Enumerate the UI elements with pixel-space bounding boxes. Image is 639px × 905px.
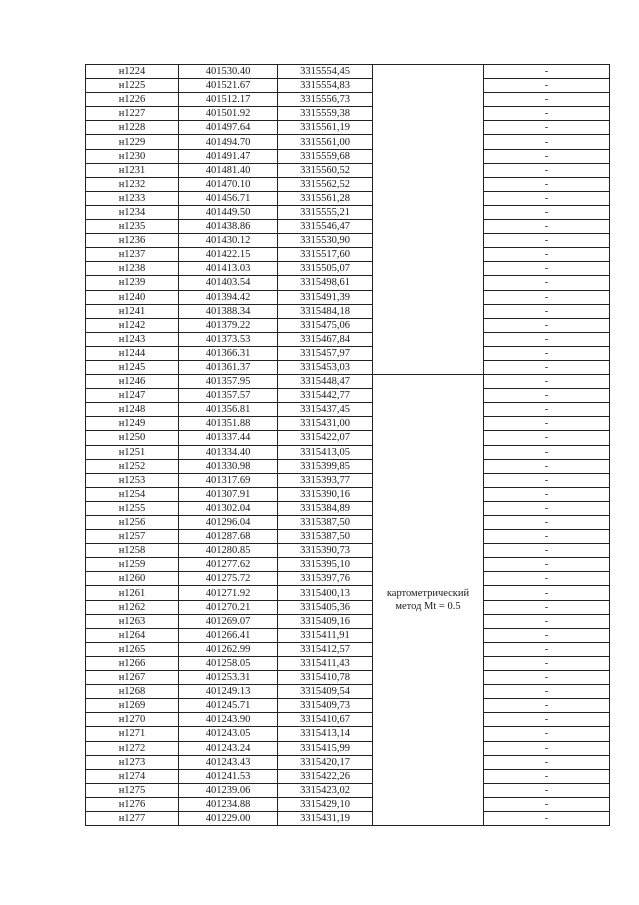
y-coordinate-cell: 3315411,43 [278,656,373,670]
description-cell: - [484,107,610,121]
y-coordinate-cell: 3315457,97 [278,346,373,360]
x-coordinate-cell: 401277.62 [179,558,278,572]
description-cell: - [484,332,610,346]
point-id-cell: н1227 [86,107,179,121]
point-id-cell: н1258 [86,544,179,558]
y-coordinate-cell: 3315554,83 [278,79,373,93]
point-id-cell: н1248 [86,403,179,417]
description-cell: - [484,360,610,374]
x-coordinate-cell: 401245.71 [179,699,278,713]
description-cell: - [484,262,610,276]
description-cell: - [484,516,610,530]
table-row [86,318,610,332]
table-row [86,501,610,515]
y-coordinate-cell: 3315437,45 [278,403,373,417]
table-row [86,783,610,797]
point-id-cell: н1232 [86,177,179,191]
x-coordinate-cell: 401317.69 [179,473,278,487]
description-cell: - [484,727,610,741]
x-coordinate-cell: 401357.57 [179,389,278,403]
description-cell: - [484,65,610,79]
point-id-cell: н1277 [86,811,179,825]
description-cell: - [484,177,610,191]
y-coordinate-cell: 3315484,18 [278,304,373,318]
table-row [86,797,610,811]
point-id-cell: н1247 [86,389,179,403]
point-id-cell: н1244 [86,346,179,360]
point-id-cell: н1240 [86,290,179,304]
x-coordinate-cell: 401481.40 [179,163,278,177]
x-coordinate-cell: 401357.95 [179,375,278,389]
table-row [86,121,610,135]
x-coordinate-cell: 401388.34 [179,304,278,318]
description-cell: - [484,459,610,473]
table-row [86,600,610,614]
description-cell: - [484,530,610,544]
description-cell: - [484,600,610,614]
description-cell: - [484,685,610,699]
point-id-cell: н1261 [86,586,179,600]
table-row [86,290,610,304]
point-id-cell: н1276 [86,797,179,811]
description-cell: - [484,417,610,431]
method-text-line2: метод Mt = 0.5 [395,601,461,613]
x-coordinate-cell: 401243.90 [179,713,278,727]
table-row [86,487,610,501]
point-id-cell: н1235 [86,220,179,234]
y-coordinate-cell: 3315431,19 [278,811,373,825]
x-coordinate-cell: 401307.91 [179,487,278,501]
table-row [86,572,610,586]
table-row [86,205,610,219]
y-coordinate-cell: 3315413,14 [278,727,373,741]
y-coordinate-cell: 3315410,78 [278,671,373,685]
y-coordinate-cell: 3315413,05 [278,445,373,459]
description-cell: - [484,769,610,783]
table-row [86,332,610,346]
point-id-cell: н1256 [86,516,179,530]
x-coordinate-cell: 401366.31 [179,346,278,360]
point-id-cell: н1274 [86,769,179,783]
x-coordinate-cell: 401258.05 [179,656,278,670]
description-cell: - [484,431,610,445]
x-coordinate-cell: 401449.50 [179,205,278,219]
table-row [86,811,610,825]
point-id-cell: н1226 [86,93,179,107]
x-coordinate-cell: 401456.71 [179,191,278,205]
description-cell: - [484,276,610,290]
y-coordinate-cell: 3315410,67 [278,713,373,727]
x-coordinate-cell: 401521.67 [179,79,278,93]
point-id-cell: н1250 [86,431,179,445]
table-row [86,685,610,699]
y-coordinate-cell: 3315505,07 [278,262,373,276]
table-row [86,248,610,262]
table-row [86,516,610,530]
description-cell: - [484,135,610,149]
point-id-cell: н1230 [86,149,179,163]
point-id-cell: н1225 [86,79,179,93]
point-id-cell: н1246 [86,375,179,389]
table-row [86,699,610,713]
x-coordinate-cell: 401430.12 [179,234,278,248]
table-row [86,727,610,741]
table-row [86,163,610,177]
table-row [86,459,610,473]
description-cell: - [484,234,610,248]
y-coordinate-cell: 3315412,57 [278,642,373,656]
x-coordinate-cell: 401497.64 [179,121,278,135]
description-cell: - [484,375,610,389]
point-id-cell: н1245 [86,360,179,374]
table-row [86,614,610,628]
description-cell: - [484,699,610,713]
point-id-cell: н1263 [86,614,179,628]
table-row [86,360,610,374]
table-row [86,713,610,727]
y-coordinate-cell: 3315559,38 [278,107,373,121]
y-coordinate-cell: 3315387,50 [278,516,373,530]
y-coordinate-cell: 3315409,16 [278,614,373,628]
description-cell: - [484,487,610,501]
x-coordinate-cell: 401512.17 [179,93,278,107]
table-row [86,530,610,544]
description-cell: - [484,755,610,769]
x-coordinate-cell: 401422.15 [179,248,278,262]
y-coordinate-cell: 3315422,07 [278,431,373,445]
y-coordinate-cell: 3315409,54 [278,685,373,699]
table-row [86,375,610,389]
description-cell: - [484,501,610,515]
description-cell: - [484,290,610,304]
x-coordinate-cell: 401243.43 [179,755,278,769]
x-coordinate-cell: 401270.21 [179,600,278,614]
y-coordinate-cell: 3315530,90 [278,234,373,248]
y-coordinate-cell: 3315411,91 [278,628,373,642]
x-coordinate-cell: 401271.92 [179,586,278,600]
y-coordinate-cell: 3315546,47 [278,220,373,234]
point-id-cell: н1241 [86,304,179,318]
table-row [86,276,610,290]
x-coordinate-cell: 401334.40 [179,445,278,459]
description-cell: - [484,642,610,656]
description-cell: - [484,544,610,558]
x-coordinate-cell: 401243.24 [179,741,278,755]
point-id-cell: н1267 [86,671,179,685]
table-row [86,671,610,685]
y-coordinate-cell: 3315561,28 [278,191,373,205]
x-coordinate-cell: 401302.04 [179,501,278,515]
y-coordinate-cell: 3315561,19 [278,121,373,135]
y-coordinate-cell: 3315559,68 [278,149,373,163]
table-row [86,403,610,417]
description-cell: - [484,713,610,727]
y-coordinate-cell: 3315517,60 [278,248,373,262]
point-id-cell: н1224 [86,65,179,79]
point-id-cell: н1270 [86,713,179,727]
x-coordinate-cell: 401243.05 [179,727,278,741]
x-coordinate-cell: 401394.42 [179,290,278,304]
point-id-cell: н1269 [86,699,179,713]
point-id-cell: н1260 [86,572,179,586]
description-cell: - [484,205,610,219]
coordinates-table [85,64,610,826]
y-coordinate-cell: 3315431,00 [278,417,373,431]
description-cell: - [484,389,610,403]
table-row [86,544,610,558]
table-row [86,149,610,163]
x-coordinate-cell: 401239.06 [179,783,278,797]
table-row [86,769,610,783]
table-row [86,79,610,93]
description-cell: - [484,558,610,572]
point-id-cell: н1262 [86,600,179,614]
description-cell: - [484,586,610,600]
y-coordinate-cell: 3315554,45 [278,65,373,79]
y-coordinate-cell: 3315475,06 [278,318,373,332]
x-coordinate-cell: 401356.81 [179,403,278,417]
table-row [86,220,610,234]
y-coordinate-cell: 3315555,21 [278,205,373,219]
x-coordinate-cell: 401234.88 [179,797,278,811]
point-id-cell: н1259 [86,558,179,572]
x-coordinate-cell: 401351.88 [179,417,278,431]
y-coordinate-cell: 3315387,50 [278,530,373,544]
x-coordinate-cell: 401501.92 [179,107,278,121]
table-row [86,586,610,600]
method-text-line1: картометрический [386,588,470,600]
x-coordinate-cell: 401413.03 [179,262,278,276]
point-id-cell: н1265 [86,642,179,656]
description-cell: - [484,304,610,318]
y-coordinate-cell: 3315409,73 [278,699,373,713]
x-coordinate-cell: 401361.37 [179,360,278,374]
point-id-cell: н1273 [86,755,179,769]
point-id-cell: н1228 [86,121,179,135]
x-coordinate-cell: 401403.54 [179,276,278,290]
description-cell: - [484,671,610,685]
table-row [86,445,610,459]
point-id-cell: н1264 [86,628,179,642]
y-coordinate-cell: 3315442,77 [278,389,373,403]
description-cell: - [484,318,610,332]
y-coordinate-cell: 3315453,03 [278,360,373,374]
description-cell: - [484,79,610,93]
description-cell: - [484,248,610,262]
table-row [86,389,610,403]
table-row [86,473,610,487]
x-coordinate-cell: 401296.04 [179,516,278,530]
point-id-cell: н1243 [86,332,179,346]
y-coordinate-cell: 3315448,47 [278,375,373,389]
y-coordinate-cell: 3315429,10 [278,797,373,811]
point-id-cell: н1251 [86,445,179,459]
point-id-cell: н1239 [86,276,179,290]
method-cell [373,375,484,826]
table-row [86,93,610,107]
description-cell: - [484,220,610,234]
description-cell: - [484,741,610,755]
x-coordinate-cell: 401379.22 [179,318,278,332]
point-id-cell: н1231 [86,163,179,177]
table-row [86,304,610,318]
x-coordinate-cell: 401373.53 [179,332,278,346]
table-row [86,417,610,431]
description-cell: - [484,191,610,205]
description-cell: - [484,473,610,487]
y-coordinate-cell: 3315384,89 [278,501,373,515]
y-coordinate-cell: 3315395,10 [278,558,373,572]
x-coordinate-cell: 401438.86 [179,220,278,234]
description-cell: - [484,783,610,797]
point-id-cell: н1272 [86,741,179,755]
method-cell-upper [373,65,484,375]
point-id-cell: н1233 [86,191,179,205]
x-coordinate-cell: 401337.44 [179,431,278,445]
table-row [86,107,610,121]
table-row [86,628,610,642]
y-coordinate-cell: 3315491,39 [278,290,373,304]
y-coordinate-cell: 3315397,76 [278,572,373,586]
x-coordinate-cell: 401275.72 [179,572,278,586]
x-coordinate-cell: 401330.98 [179,459,278,473]
x-coordinate-cell: 401253.31 [179,671,278,685]
point-id-cell: н1271 [86,727,179,741]
x-coordinate-cell: 401287.68 [179,530,278,544]
x-coordinate-cell: 401470.10 [179,177,278,191]
x-coordinate-cell: 401280.85 [179,544,278,558]
description-cell: - [484,93,610,107]
point-id-cell: н1254 [86,487,179,501]
y-coordinate-cell: 3315390,16 [278,487,373,501]
point-id-cell: н1236 [86,234,179,248]
table-row [86,191,610,205]
description-cell: - [484,163,610,177]
x-coordinate-cell: 401530.40 [179,65,278,79]
y-coordinate-cell: 3315405,36 [278,600,373,614]
description-cell: - [484,797,610,811]
description-cell: - [484,811,610,825]
table-row [86,234,610,248]
description-cell: - [484,656,610,670]
y-coordinate-cell: 3315423,02 [278,783,373,797]
description-cell: - [484,572,610,586]
table-row [86,431,610,445]
y-coordinate-cell: 3315400,13 [278,586,373,600]
y-coordinate-cell: 3315420,17 [278,755,373,769]
y-coordinate-cell: 3315561,00 [278,135,373,149]
table-row [86,135,610,149]
x-coordinate-cell: 401494.70 [179,135,278,149]
point-id-cell: н1266 [86,656,179,670]
table-row [86,755,610,769]
point-id-cell: н1268 [86,685,179,699]
table-row [86,346,610,360]
table-row [86,558,610,572]
point-id-cell: н1237 [86,248,179,262]
table-row [86,262,610,276]
y-coordinate-cell: 3315556,73 [278,93,373,107]
x-coordinate-cell: 401241.53 [179,769,278,783]
y-coordinate-cell: 3315562,52 [278,177,373,191]
point-id-cell: н1229 [86,135,179,149]
description-cell: - [484,121,610,135]
table-row [86,642,610,656]
description-cell: - [484,628,610,642]
table-row [86,656,610,670]
point-id-cell: н1255 [86,501,179,515]
description-cell: - [484,614,610,628]
y-coordinate-cell: 3315498,61 [278,276,373,290]
point-id-cell: н1234 [86,205,179,219]
x-coordinate-cell: 401249.13 [179,685,278,699]
coordinates-table-body [86,65,610,826]
point-id-cell: н1253 [86,473,179,487]
y-coordinate-cell: 3315399,85 [278,459,373,473]
y-coordinate-cell: 3315393,77 [278,473,373,487]
point-id-cell: н1249 [86,417,179,431]
y-coordinate-cell: 3315422,26 [278,769,373,783]
description-cell: - [484,149,610,163]
x-coordinate-cell: 401229.00 [179,811,278,825]
y-coordinate-cell: 3315467,84 [278,332,373,346]
x-coordinate-cell: 401262.99 [179,642,278,656]
description-cell: - [484,346,610,360]
y-coordinate-cell: 3315390,73 [278,544,373,558]
point-id-cell: н1252 [86,459,179,473]
point-id-cell: н1242 [86,318,179,332]
x-coordinate-cell: 401269.07 [179,614,278,628]
description-cell: - [484,403,610,417]
x-coordinate-cell: 401266.41 [179,628,278,642]
y-coordinate-cell: 3315560,52 [278,163,373,177]
description-cell: - [484,445,610,459]
point-id-cell: н1275 [86,783,179,797]
table-row [86,741,610,755]
point-id-cell: н1257 [86,530,179,544]
y-coordinate-cell: 3315415,99 [278,741,373,755]
x-coordinate-cell: 401491.47 [179,149,278,163]
point-id-cell: н1238 [86,262,179,276]
table-row [86,65,610,79]
table-row [86,177,610,191]
